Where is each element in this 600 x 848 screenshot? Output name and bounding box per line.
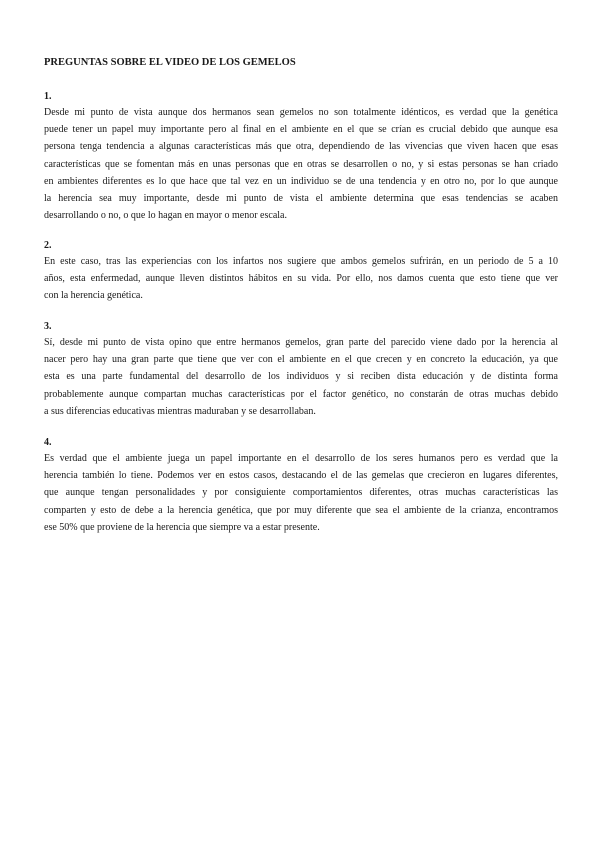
question-answer xyxy=(44,104,558,224)
question-section-1 xyxy=(44,90,558,224)
answer-line: nacer pero hay una gran parte que tiene que ver con el ambiente en el que crecen y en concreto la educación, ya que xyxy=(44,354,558,366)
answer-line: herencia también lo tiene. Podemos ver en estos casos, destacando el de las gemelas que crecieron en lugares diferentes, xyxy=(44,470,558,482)
question-section-4 xyxy=(44,436,558,536)
question-answer xyxy=(44,450,558,536)
answer-line: características que se fomentan más en unas personas que en otras se desarrollen o no, y si estas personas se han criado xyxy=(44,158,558,170)
answer-line: puede tener un papel muy importante pero al final en el ambiente en el que se crían es crucial debido que aunque esa xyxy=(44,124,558,136)
answer-line: En este caso, tras las experiencias con los infartos nos sugiere que ambos gemelos sufrirán, en un periodo de 5 a 10 xyxy=(44,256,558,267)
question-answer xyxy=(44,253,558,305)
question-number: 1. xyxy=(44,91,52,102)
answer-line: desarrollando o no, o que lo hagan en mayor o menor escala. xyxy=(44,210,287,222)
question-section-2 xyxy=(44,239,558,305)
answer-line: en ambientes diferentes es lo que hace que tal vez en un individuo se de una tendencia y en otro no, por lo que aunque xyxy=(44,175,558,187)
answer-line: que aunque tengan personalidades y por consiguiente comportamientos diferentes, otras muchas características las xyxy=(44,487,558,499)
answer-line: esta es una parte fundamental del desarrollo de los individuos y si reciben dista educación y de distinta forma xyxy=(44,371,558,383)
answer-line: la herencia sea muy importante, desde mi punto de vista el ambiente determina que esas tendencias se acaben xyxy=(44,193,558,205)
answer-line: Es verdad que el ambiente juega un papel importante en el desarrollo de los seres humanos pero es verdad que la xyxy=(44,453,558,464)
answer-line: persona tenga tendencia a algunas características más que otra, dependiendo de las vivencias que viven hacen que esas xyxy=(44,141,558,153)
question-number: 3. xyxy=(44,321,52,332)
answer-line: ese 50% que proviene de la herencia que siempre va a estar presente. xyxy=(44,521,320,533)
question-answer xyxy=(44,334,558,420)
answer-line: años, esta enfermedad, aunque lleven distintos hábitos en su vida. Por ello, nos damos cuenta que esto tiene que ver xyxy=(44,273,558,285)
question-number: 4. xyxy=(44,437,52,448)
answer-line: comparten y esto de debe a la herencia genética, que por muy diferente que sea el ambiente de la crianza, encontramos xyxy=(44,504,558,516)
answer-line: con la herencia genética. xyxy=(44,290,143,302)
question-section-3 xyxy=(44,320,558,420)
answer-line: a sus diferencias educativas mientras maduraban y se desarrollaban. xyxy=(44,405,316,417)
answer-line: probablemente aunque compartan muchas características por el factor genético, no constarán de otras muchas debido xyxy=(44,388,558,400)
answer-line: Desde mi punto de vista aunque dos hermanos sean gemelos no son totalmente idénticos, es verdad que la genética xyxy=(44,107,558,118)
question-number: 2. xyxy=(44,240,52,251)
answer-line: Sí, desde mi punto de vista opino que entre hermanos gemelos, gran parte del parecido viene dado por la herencia al xyxy=(44,337,558,348)
document-title: PREGUNTAS SOBRE EL VIDEO DE LOS GEMELOS xyxy=(44,57,296,68)
